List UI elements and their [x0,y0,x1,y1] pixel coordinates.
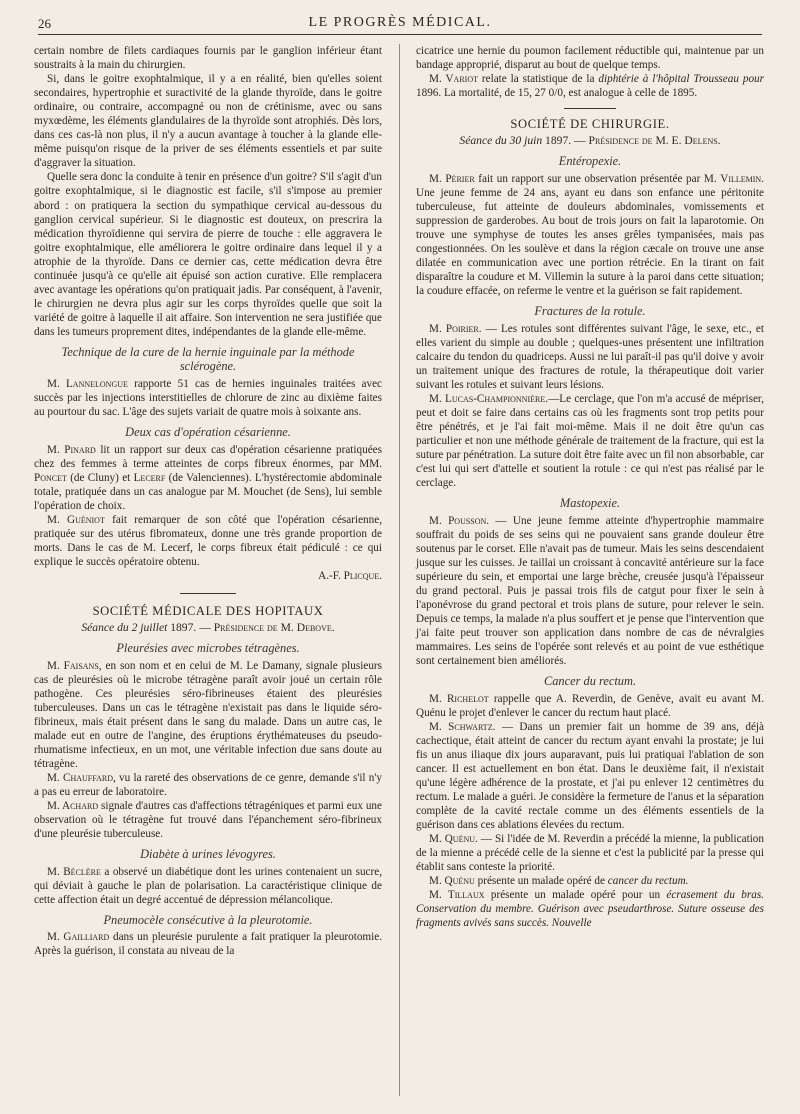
running-title: LE PROGRÈS MÉDICAL. [308,15,492,30]
paragraph-text: (de Cluny) et [66,471,134,484]
left-column [34,44,382,958]
session-date: Séance du 2 juillet [81,621,168,635]
paragraph [416,514,764,669]
speaker-name: M. Faisans [47,659,99,672]
paragraph-italic: diphtérie à l'hôpital Trousseau pour [598,73,764,86]
paragraph-text: 1896. La mortalité, de 15, 27 0/0, est analogue à celle de 1895. [416,87,698,100]
paragraph-text: lit un rapport sur deux cas d'opération césarienne pratiquées chez des femmes à terme atteintes de corps fibreux énormes, par MM. [34,443,382,470]
paragraph-text: . Une jeune femme de 24 ans, ayant eu dans son enfance une péritonite tuberculeuse, fut atteinte de douleurs abdominales, vomissements et suppression de garderobes. Au bout de trois jours on fait la laparotomie. On trouve une symphyse de toutes les anses grêles tympanisées, mais pas congestionnées. On les soulève et dans la région cæcale on trouve une anse dilatée en communication avec une portion rétrécie. En la tirant on fait disparaître la coudure et M. Villemin la suture à la paroi dans cette situation; la coudure effacée, on referme le ventre et la guérison se fait rapidement. [416,172,764,298]
speaker-name: M. Lucas-Championnière [429,392,546,405]
paragraph [416,322,764,392]
paragraph [34,659,382,771]
speaker-name: M. Chauffard [47,771,113,784]
paragraph-text: .—Le cerclage, que l'on m'a accusé de mépriser, peut et doit se faire dans certains cas où les fragments sont trop petits pour être pénétrés, et je l'ai fait moi-même. Mais il ne doit être qu'un cas particulier et non une méthode générale de traitement de la fracture, qui est la suture par pénétration. La suture doit être faite avec un fil non absorbable, car c'est lui qui sert d'attelle et soutient la rotule : ce qui n'est pas réalisé par le cerclage. [416,392,764,490]
paragraph [416,888,764,930]
session-line [34,621,382,635]
section-heading-hernie: Technique de la cure de la hernie inguinale par la méthode sclérogène. [61,344,355,374]
paragraph: Si, dans le goitre exophtalmique, il y a en réalité, bien qu'elles soient secondaires, hypertrophie et suractivité de la glande thyroïde, dans le goitre ordinaire, ou contraire, accompagné ou non de crétinisme, avec ou sans myxœdème, les éléments glandulaires de la thyroïde sont atrophiés. Dès lors, dans ces cas-là non plus, il n'y a aucun avantage à toucher à la glande elle-même puisqu'on risque de la priver de ses éléments essentiels et par suite d'aggraver la situation. [34,73,382,170]
session-line [416,134,764,148]
paragraph [34,930,382,958]
section-heading-pleuresies: Pleurésies avec microbes tétragènes. [116,641,300,656]
paragraph-text: fait un rapport sur une observation présentée par M. [474,172,721,185]
paragraph-text: signale d'autres cas d'affections tétragéniques et parmi eux une observation où le tétragène fut trouvé dans l'épanchement séro-fibrineux d'une pleurésie tuberculeuse. [34,800,382,841]
paragraph: certain nombre de filets cardiaques fournis par le ganglion inférieur étant soustraits à la main du chirurgien. [34,45,382,72]
speaker-name: M. Schwartz [429,720,493,733]
paragraph-text: . — Une jeune femme atteinte d'hypertrophie mammaire souffrait du poids de ses seins qui ne pouvaient sans grande douleur être soutenus par le corset. Elle n'avait pas de tumeur. Mais les seins descendaient jusque sur les cuisses. Je taillai un croissant à concavité antérieure sur la face supérieure du sein, et emportai une large brèche, creusée jusqu'à l'épaisseur du grand pectoral. Puis je passai trois fils de catgut pour fixer le sein à l'aponévrose du grand pectoral et trois plans de suture, pour relever le sein. Depuis ce temps, la malade n'a plus souffert et je pense que l'intervention que j'ai faite peut trouver son application dans nombre de cas de névralgies mammaires. Les seins de l'opérée sont relevés et au point de vue esthétique sont certainement bien améliorés. [416,514,764,668]
section-rule [180,593,236,594]
speaker-name: M. Lannelongue [47,377,128,390]
paragraph-text: relate la statistique de la [477,73,599,86]
speaker-name: M. Pinard [47,443,96,456]
speaker-name: M. Gailliard [47,931,110,944]
speaker-name: M. Tillaux [429,889,485,902]
paragraph-text: rappelle que A. Reverdin, de Genève, avait eu avant M. Quénu le projet d'enlever le cancer du rectum haut placé. [416,692,764,719]
paragraph [34,443,382,513]
paragraph [34,799,382,841]
paragraph-italic: cancer du rectum. [607,875,689,888]
page-header [38,14,762,35]
person-name: Poncet [34,471,67,484]
speaker-name: M. Périer [429,172,475,185]
paragraph-text: . — Dans un premier fait un homme de 39 ans, déjà cachectique, était atteint de cancer du rectum ayant envahi la prostate; je lui fis un anus iliaque dix jours auparavant, puis lui pratiquai l'ablation de son cancer. Il est actuellement en bon état. Dans le deuxième fait, il n'existait qu'une légère adhérence de la prostate, et j'ai pu enlever 12 centimètres du rectum. Le malade a guéri. Je considère la fermeture de l'anus et la séparation complète de la cavité rectale comme un des éléments essentiels de la guérison dans ces ablations élevées du rectum. [416,720,764,832]
paragraph [416,832,764,874]
session-date: Séance du 30 juin [459,134,543,148]
author-signature: A.-F. Plicque. [318,570,382,583]
speaker-name: M. Poirier [429,322,479,335]
section-heading-mastopexie: Mastopexie. [559,496,621,511]
session-president: Présidence de M. E. Delens. [588,134,721,148]
paragraph [34,771,382,799]
section-heading-cesarienne: Deux cas d'opération césarienne. [125,425,291,440]
person-name: Villemin [720,172,762,185]
paragraph [34,865,382,907]
page-number: 26 [38,16,51,31]
section-rule [564,108,616,109]
society-title: SOCIÉTÉ MÉDICALE DES HOPITAUX [92,604,324,619]
paragraph [416,692,764,720]
paragraph-text: fait remarquer de son côté que l'opération césarienne, pratiquée sur des utérus fibromateux, donne une très grande proportion de morts. Dans le cas de M. Lecerf, le corps fibreux était pédiculé : ce qui explique le succès opératoire obtenu. [34,513,383,568]
session-year: 1897. — [167,621,214,635]
society-title: SOCIÉTÉ DE CHIRURGIE. [510,117,670,132]
speaker-name: M. Richelot [429,692,489,705]
paragraph-text: dans un pleurésie purulente a fait pratiquer la pleurotomie. Après la guérison, il constata au niveau de la [34,931,383,958]
paragraph [416,720,764,832]
paragraph [34,513,382,569]
section-heading-rotule: Fractures de la rotule. [534,304,646,319]
paragraph-text: a observé un diabétique dont les urines contenaient un sucre, qui déviait à gauche le plan de polarisation. La caractéristique clinique de cette affection était un degré accentué de dépression mélancolique. [34,865,382,906]
speaker-name: M. Guéniot [47,513,105,526]
speaker-name: M. Achard [47,800,99,813]
section-heading-diabete: Diabète à urines lévogyres. [140,847,276,862]
paragraph-text: . — Si l'idée de M. Reverdin a précédé la mienne, la publication de la mienne a précédé celle de la sienne et c'est la publicité par la presse qui établit sans conteste la priorité. [416,833,764,874]
speaker-name: M. Quénu [429,875,475,888]
paragraph-text: . — Les rotules sont différentes suivant l'âge, le sexe, etc., et elles varient du simple au double ; quelques-unes présentent une infiltration calcaire du tendon du quadriceps. Aussi ne lui paraît-il pas qu'il doive y avoir un traitement unique des fractures de rotule, la thérapeutique doit varier suivant les rotules et suivant leurs lésions. [416,322,764,391]
section-heading-pneumocele: Pneumocèle consécutive à la pleurotomie. [103,912,313,927]
paragraph [34,377,382,419]
section-heading-cancer-rectum: Cancer du rectum. [543,674,637,689]
paragraph: Quelle sera donc la conduite à tenir en présence d'un goitre? S'il s'agit d'un goitre exophtalmique, si le diagnostic est facile, s'il s'impose au premier abord : on pratiquera la section du sympathique cervical au-dessous du ganglion cervical supérieur. Si le diagnostic est douteux, on prescrira la médication thyroïdienne qui servira de pierre de touche : elle aggravera le goitre exophtalmique, elle améliorera le goitre ordinaire dans lequel il y a atrophie de la thyroïde. Dans ce dernier cas, cette médication devra être continuée jusqu'à ce qu'elle ait épuisé son action curative. Elle remplacera avec avantage les opérations qu'on pratiquait jadis. Par conséquent, à l'avenir, le chirurgien ne devra plus agir sur les corps thyroïdes quelle que soit la variété de goitre à laquelle il ait affaire. Son intervention ne sera justifiée que dans les tumeurs proprement dites, indépendantes de la glande elle-même. [34,171,382,338]
session-president: Présidence de M. Debove. [213,621,335,635]
paragraph [416,392,764,490]
speaker-name: M. Pousson [429,514,487,527]
paragraph-text: , en son nom et en celui de M. Le Damany, signale plusieurs cas de pleurésies où le microbe tétragène paraît avoir joué un certain rôle pathogène. Ces pleurésies séro-fibrineuses étaient des pleurésies tuberculeuses. Dans un cas le tétragène n'existait pas dans le liquide séro-fibrineux, mais était présent dans le sang du malade. Dans un autre cas, le malade eut en outre de l'angine, des éruptions érythémateuses du pseudo-rhumatisme infectieux, en un mot, une véritable infection due sans doute au tétragène. [34,659,382,770]
column-divider [399,44,400,1096]
paragraph: cicatrice une hernie du poumon facilement réductible qui, maintenue par un bandage approprié, disparut au bout de quelque temps. [416,45,764,72]
paragraph-text: (de Valenciennes). L'hystérectomie abdominale totale, pratiquée dans un cas analogue par M. Mouchet (de Sens), lui semble l'opération de choix. [34,471,382,512]
paragraph-text: rapporte 51 cas de hernies inguinales traitées avec succès par les injections interstitielles de chlorure de zinc au dixième faites au pourtour du sac. L'âge des sujets variait de quatre mois à soixante ans. [34,377,382,419]
right-column [416,44,764,930]
paragraph-text: , vu la rareté des observations de ce genre, demande s'il n'y a pas eu erreur de laboratoire. [34,771,382,799]
paragraph-text: présente un malade opéré pour un [484,889,667,902]
person-name: Lecerf [133,471,166,484]
section-heading-enteropexie: Entéropexie. [558,154,622,169]
speaker-name: M. Béclère [47,865,101,878]
paragraph-text: présente un malade opéré de [474,875,608,888]
speaker-name: M. Quénu [429,833,476,846]
paragraph [416,172,764,298]
paragraph-italic: écrasement du bras. Conservation du membre. Guérison avec pseudarthrose. Suture osseuse des fragments avivés sans succès. Nouvelle [416,889,764,930]
paragraph [416,874,764,888]
paragraph [416,72,764,100]
session-year: 1897. — [542,134,589,148]
speaker-name: M. Variot [429,73,478,86]
